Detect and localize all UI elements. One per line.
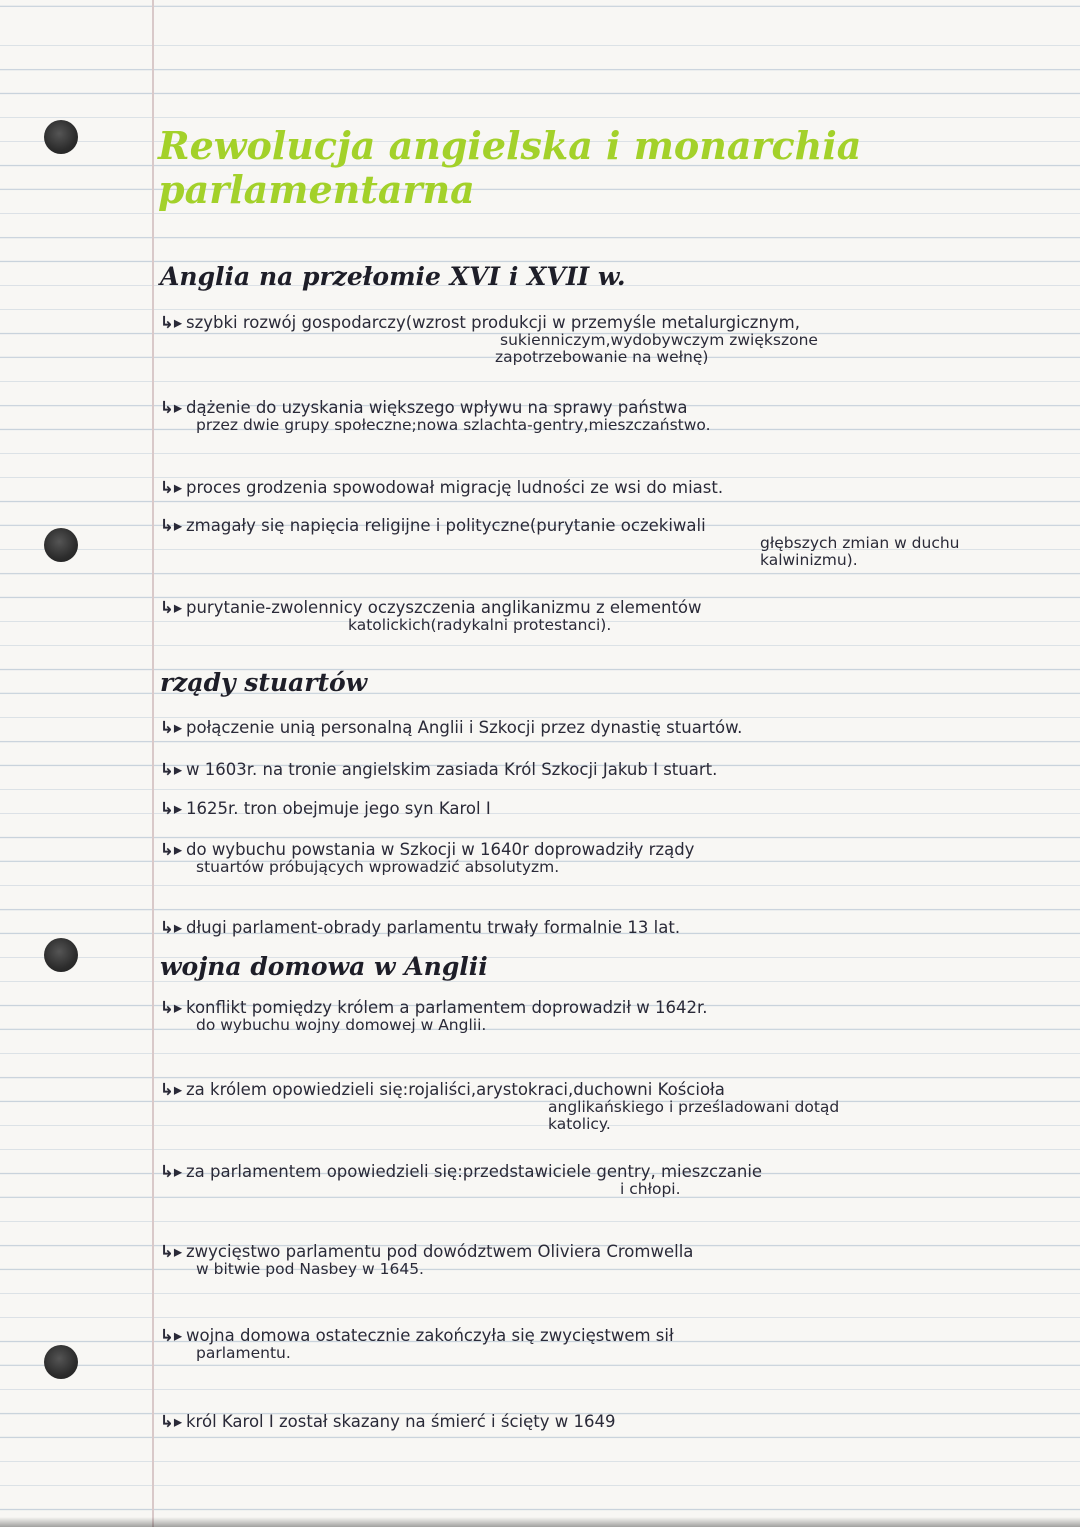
arrow-icon: ↳▸ bbox=[160, 398, 183, 417]
list-item: ↳▸ szybki rozwój gospodarczy(wzrost produkcji w przemyśle metalurgicznym, sukienniczym,wydobywczym zwiększone zapotrzebowanie na wełnę) bbox=[160, 313, 818, 366]
arrow-icon: ↳▸ bbox=[160, 598, 183, 617]
list-item: ↳▸ za parlamentem opowiedzieli się:przedstawiciele gentry, mieszczanie i chłopi. bbox=[160, 1162, 763, 1198]
list-item: ↳▸ proces grodzenia spowodował migrację ludności ze wsi do miast. bbox=[160, 478, 724, 497]
arrow-icon: ↳▸ bbox=[160, 516, 183, 535]
list-item: ↳▸ król Karol I został skazany na śmierć i ścięty w 1649 bbox=[160, 1412, 616, 1431]
page-edge-shadow bbox=[0, 1517, 1080, 1527]
arrow-icon: ↳▸ bbox=[160, 1080, 183, 1099]
arrow-icon: ↳▸ bbox=[160, 918, 183, 937]
list-item: ↳▸ konflikt pomiędzy królem a parlamentem doprowadził w 1642r. do wybuchu wojny domowej w Anglii. bbox=[160, 998, 708, 1034]
binder-hole bbox=[44, 938, 78, 972]
arrow-icon: ↳▸ bbox=[160, 998, 183, 1017]
list-item: ↳▸ dążenie do uzyskania większego wpływu na sprawy państwa przez dwie grupy społeczne;nowa szlachta-gentry,mieszczaństwo. bbox=[160, 398, 711, 434]
list-item: ↳▸ połączenie unią personalną Anglii i Szkocji przez dynastię stuartów. bbox=[160, 718, 743, 737]
section-heading: Anglia na przełomie XVI i XVII w. bbox=[160, 262, 626, 291]
arrow-icon: ↳▸ bbox=[160, 760, 183, 779]
list-item: ↳▸ za królem opowiedzieli się:rojaliści,arystokraci,duchowni Kościoła anglikańskiego i prześladowani dotąd katolicy. bbox=[160, 1080, 840, 1133]
margin-line bbox=[152, 0, 154, 1527]
arrow-icon: ↳▸ bbox=[160, 840, 183, 859]
list-item: ↳▸ 1625r. tron obejmuje jego syn Karol I bbox=[160, 799, 491, 818]
arrow-icon: ↳▸ bbox=[160, 799, 183, 818]
arrow-icon: ↳▸ bbox=[160, 1162, 183, 1181]
arrow-icon: ↳▸ bbox=[160, 1242, 183, 1261]
list-item: ↳▸ purytanie-zwolennicy oczyszczenia anglikanizmu z elementów katolickich(radykalni protestanci). bbox=[160, 598, 702, 634]
arrow-icon: ↳▸ bbox=[160, 1326, 183, 1345]
list-item: ↳▸ długi parlament-obrady parlamentu trwały formalnie 13 lat. bbox=[160, 918, 681, 937]
binder-hole bbox=[44, 1345, 78, 1379]
binder-hole bbox=[44, 528, 78, 562]
list-item: ↳▸ zwycięstwo parlamentu pod dowództwem Oliviera Cromwella w bitwie pod Nasbey w 1645. bbox=[160, 1242, 694, 1278]
arrow-icon: ↳▸ bbox=[160, 313, 183, 332]
arrow-icon: ↳▸ bbox=[160, 1412, 183, 1431]
arrow-icon: ↳▸ bbox=[160, 478, 183, 497]
list-item: ↳▸ do wybuchu powstania w Szkocji w 1640r doprowadziły rządy stuartów próbujących wprowadzić absolutyzm. bbox=[160, 840, 695, 876]
section-heading: wojna domowa w Anglii bbox=[160, 952, 488, 981]
list-item: ↳▸ w 1603r. na tronie angielskim zasiada Król Szkocji Jakub I stuart. bbox=[160, 760, 718, 779]
arrow-icon: ↳▸ bbox=[160, 718, 183, 737]
list-item: ↳▸ wojna domowa ostatecznie zakończyła się zwycięstwem sił parlamentu. bbox=[160, 1326, 674, 1362]
page-title: Rewolucja angielska i monarchia parlamentarna bbox=[158, 123, 862, 212]
list-item: ↳▸ zmagały się napięcia religijne i polityczne(purytanie oczekiwali głębszych zmian w duchu kalwinizmu). bbox=[160, 516, 960, 569]
section-heading: rządy stuartów bbox=[160, 668, 368, 697]
binder-hole bbox=[44, 120, 78, 154]
